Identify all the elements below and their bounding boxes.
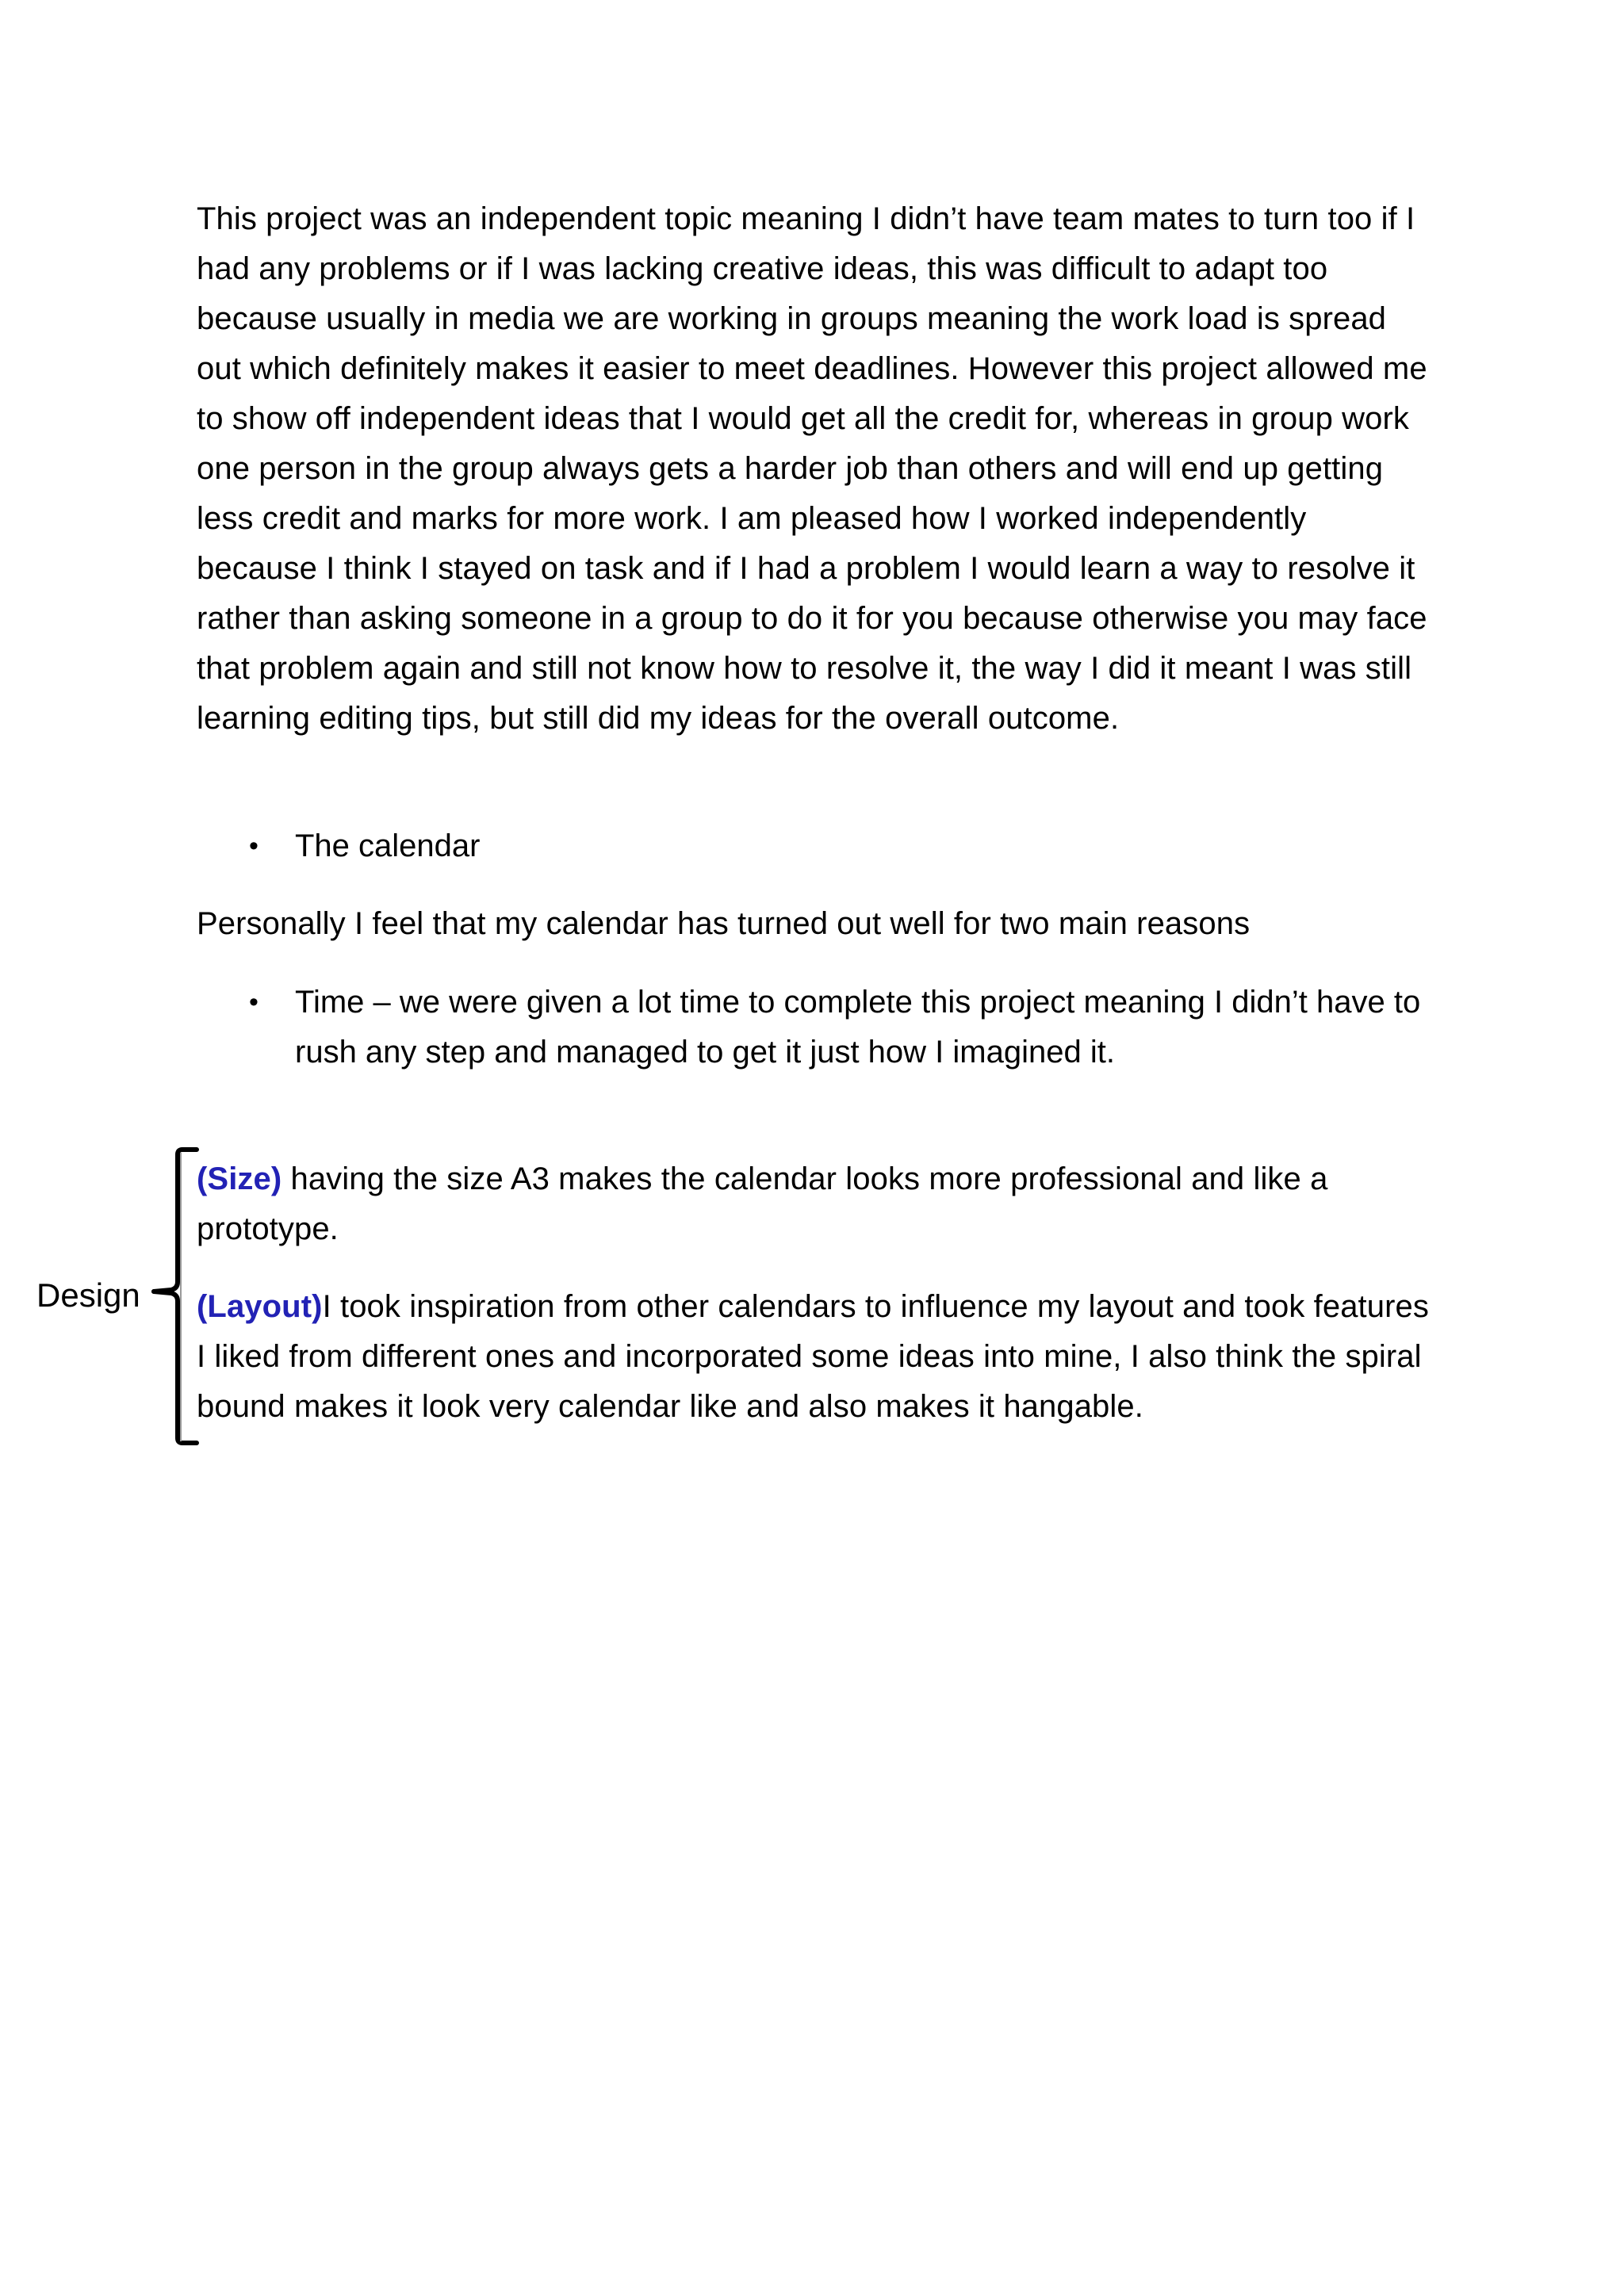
layout-paragraph (197, 1282, 1434, 1432)
bullet-text-calendar: The calendar (295, 828, 481, 863)
bullet-dot: • (249, 987, 259, 1017)
size-text: having the size A3 makes the calendar looks more professional and like a prototype. (197, 1161, 1328, 1246)
bullet-dot: • (249, 831, 259, 861)
design-label: Design (36, 1276, 140, 1314)
bullet-text-time: Time – we were given a lot time to complete this project meaning I didn’t have to rush any step and managed to get it just how I imagined it. (295, 985, 1421, 1070)
intro-paragraph: This project was an independent topic meaning I didn’t have team mates to turn too if I had any problems or if I was lacking creative ideas, this was difficult to adapt too because usually in media we are working in groups meaning the work load is spread out which definitely makes it easier to meet deadlines. However this project allowed me to show off independent ideas that I would get all the credit for, whereas in group work one person in the group always gets a harder job than others and will end up getting less credit and marks for more work. I am pleased how I worked independently because I think I stayed on task and if I had a problem I would learn a way to resolve it rather than asking someone in a group to do it for you because otherwise you may face that problem again and still not know how to resolve it, the way I did it meant I was still learning editing tips, but still did my ideas for the overall outcome. (197, 201, 1427, 736)
layout-text: I took inspiration from other calendars to influence my layout and took features I liked from different ones and incorporated some ideas into mine, I also think the spiral bound makes it look very calendar like and also makes it hangable. (197, 1289, 1429, 1424)
size-heading: (Size) (197, 1161, 282, 1196)
size-paragraph (197, 1154, 1434, 1254)
layout-heading: (Layout) (197, 1289, 323, 1324)
reasons-paragraph: Personally I feel that my calendar has turned out well for two main reasons (197, 906, 1251, 941)
